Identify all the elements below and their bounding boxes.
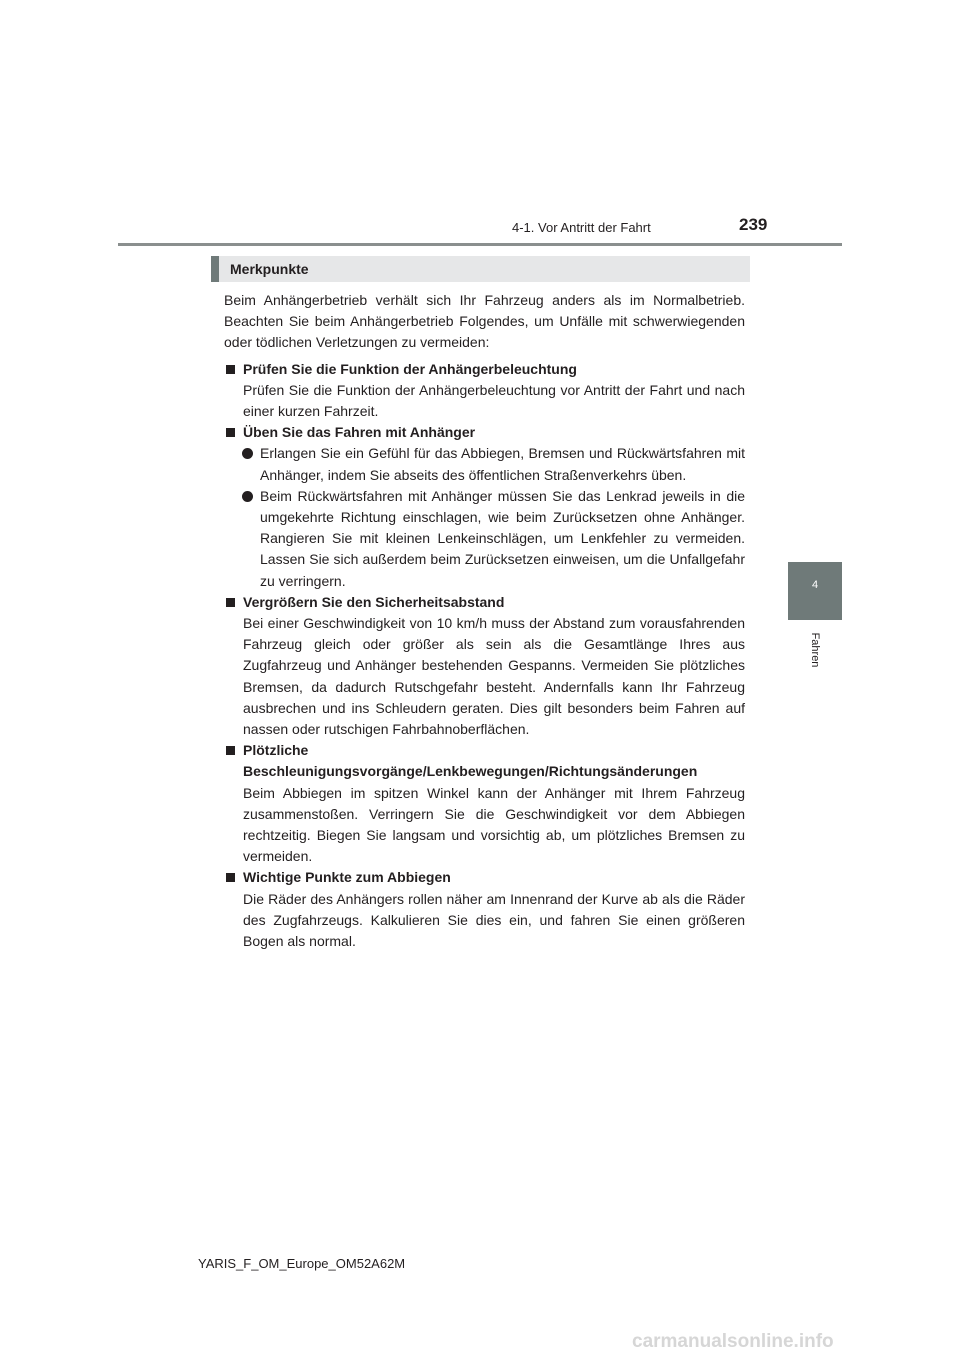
box-header xyxy=(211,256,750,282)
header-section-title: 4-1. Vor Antritt der Fahrt xyxy=(512,220,651,235)
watermark: carmanualsonline.info xyxy=(632,1331,834,1352)
section-title xyxy=(224,592,745,613)
circle-bullet-icon xyxy=(242,491,253,502)
chapter-number: 4 xyxy=(811,579,819,591)
document-id: YARIS_F_OM_Europe_OM52A62M xyxy=(198,1256,406,1271)
section-body: Bei einer Geschwindigkeit von 10 km/h muss der Abstand zum vorausfahrenden Fahrzeug gleich oder größer als sein als die Gesamtlänge Ihres aus Zugfahrzeug und Anhänger bestehenden Gespanns. Vermeiden Sie plötzliches Bremsen, da dadurch Rutschgefahr besteht. Andernfalls kann Ihr Fahrzeug ausbrechen und ins Schleudern geraten. Dies gilt besonders beim Fahren auf nassen oder rutschigen Fahrbahnoberflächen. xyxy=(243,615,745,738)
chapter-label: Fahren xyxy=(809,632,821,668)
square-bullet-icon xyxy=(226,365,235,374)
section-title-text: Vergrößern Sie den Sicherheitsabstand xyxy=(243,593,505,610)
box-header-title: Merkpunkte xyxy=(230,261,309,277)
bullet-text: Beim Rückwärtsfahren mit Anhänger müssen Sie das Lenkrad jeweils in die umgekehrte Richtung einschlagen, wie beim Zurücksetzen ohne Anhänger. Rangieren Sie mit kleinen Lenkeinschlägen, um Lenkfehler zu vermeiden. Lassen Sie sich außerdem beim Zurücksetzen einweisen, um die Unfallgefahr zu verringern. xyxy=(260,487,745,589)
section-title-text: Üben Sie das Fahren mit Anhänger xyxy=(243,424,476,441)
section-title xyxy=(224,740,745,782)
section-title-text: Plötzliche Beschleunigungsvorgänge/Lenkbewegungen/Richtungsänderungen xyxy=(243,742,698,780)
page-number: 239 xyxy=(739,215,768,234)
section-body: Die Räder des Anhängers rollen näher am Innenrand der Kurve ab als die Räder des Zugfahrzeugs. Kalkulieren Sie dies ein, und fahren Sie einen größeren Bogen als normal. xyxy=(243,890,745,950)
square-bullet-icon xyxy=(226,598,235,607)
square-bullet-icon xyxy=(226,873,235,882)
section-title-text: Wichtige Punkte zum Abbiegen xyxy=(243,869,451,886)
section-body: Beim Abbiegen im spitzen Winkel kann der Anhänger mit Ihrem Fahrzeug zusammenstoßen. Verringern Sie die Geschwindigkeit vor dem Abbiegen rechtzeitig. Biegen Sie langsam und vorsichtig ab, um plötzliches Bremsen zu vermeiden. xyxy=(243,784,745,865)
content xyxy=(224,290,745,952)
section-title xyxy=(224,359,745,380)
section-title xyxy=(224,867,745,888)
square-bullet-icon xyxy=(226,746,235,755)
bullet-text: Erlangen Sie ein Gefühl für das Abbiegen, Bremsen und Rückwärtsfahren mit Anhänger, indem Sie abseits des öffentlichen Straßenverkehrs üben. xyxy=(260,445,745,483)
square-bullet-icon xyxy=(226,428,235,437)
section-body: Prüfen Sie die Funktion der Anhängerbeleuchtung vor Antritt der Fahrt und nach einer kurzen Fahrzeit. xyxy=(243,381,745,420)
section-title-text: Prüfen Sie die Funktion der Anhängerbeleuchtung xyxy=(243,360,577,377)
section-title xyxy=(224,422,745,443)
intro-paragraph: Beim Anhängerbetrieb verhält sich Ihr Fahrzeug anders als im Normalbetrieb. Beachten Sie beim Anhängerbetrieb Folgendes, um Unfälle mit schwerwiegenden oder tödlichen Verletzungen zu vermeiden: xyxy=(224,292,745,351)
circle-bullet-icon xyxy=(242,448,253,459)
header-rule xyxy=(118,243,842,246)
bullet-item xyxy=(224,486,745,592)
bullet-item xyxy=(224,443,745,485)
